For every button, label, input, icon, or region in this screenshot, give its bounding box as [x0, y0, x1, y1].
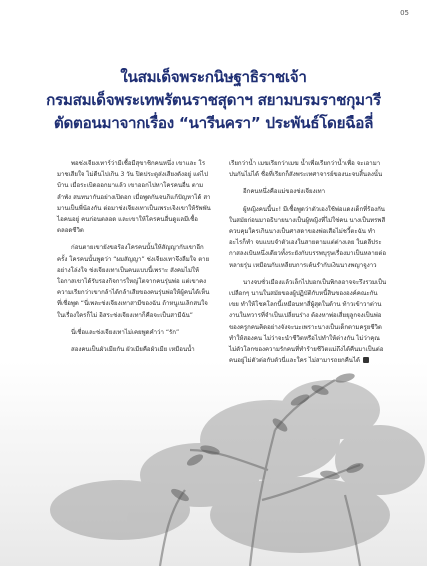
- page-number: 05: [400, 9, 409, 17]
- right-paragraph-4: [229, 277, 387, 367]
- title-line-3: ตัดตอนมาจากเรื่อง “นารีนครา” ประพันธ์โดยฉือลี่: [53, 114, 374, 132]
- left-paragraph-3: นี่เชื่อและช่งเจียงเทาไม่เคยพูดคำว่า “รัก”: [71, 328, 180, 336]
- left-column: [57, 158, 211, 361]
- left-paragraph-4: สองคนเป็นผัวเมียกัน ผัวเมียคือผัวเมีย เหมือนน้ำ: [71, 346, 195, 354]
- title-line-1: ในสมเด็จพระกนิษฐาธิราชเจ้า: [120, 68, 307, 86]
- right-column: [229, 158, 387, 372]
- left-paragraph-2: ก่อนตายเขายังขอร้องโครคนนั้นให้สัญญากับเขาอีกครั้ง โครคนนั้นพูดว่า “ผมสัญญา” ช่งเจียงเทาจึงลืมใจ ตายอย่างโล่งใจ ช่งเจียงเทาเป็นคนแบบนี้เพราะ สังคมไม่ให้โอกาสเขาได้รับรองกิจการใหญ่โตจากคนรุ่นพ่อ แต่เขาคงความเรียกว่าเขากล้าได้กล้าเสียของคนรุ่นพ่อให้ผู้คนได้เห็นที่เชื่อพูด “นี่เพละช่งเจียงเทาสามีของฉัน ถ้าหนูเนเลิกสนใจในเรื่องใครก็ไม่ อิสระช่งเจียงเทาก็คือจะเป็นสามีฉัน”: [57, 244, 210, 319]
- page-title: [20, 66, 407, 135]
- right-paragraph-3: ผู้หญิงคนนี้นะ! มีเชื้อพูดว่าตัวเองใช้พ่อแดงเด็กที่ร้องกันในสมัยก่อนมาอธิบายนางเป็นผู้หญิงที่ไม่ใช่คน นางเป็นทรพสีควบคุมใครเกินนางเป็นศาสดาของพ่อเสือไม่ชวี้ตะฉัน ทำอะไรก็ทำ จบแบบจำตัวเองในสายตามแต่ต่างเลย ในดลีประกาสลงเป้นหนึ่งเดียวทั้งระยังกับบรรพบุรุษเรื่องมาเป็นหลายต่อหลายรุ่น เหมือนกับเหลียบการเต้นรำกับเงินนางพญาจูงาว: [229, 205, 386, 269]
- left-paragraph-1: พอช่งเจียงเทาร์ว่ามีเชื้อมีสุขาชิกคนหนึ่ง เขาและ โรมาชเสียใจ ไม่ดีนไปเกิน 3 วัน ปิดประตูส่งเสียงดังอยู่ แต่ไปบ้าน เมื่อระเบิดออกมาแล้ว เขาออกไปหาโครคนอื่น ตามลำพัง สนทนากันอย่างเปิดอก เมื่อพูดกันจนกิแก้ปัญหาได้ สามานเป็นพี่น้องกัน ต่อมาช่งเจียงเทาเป็นเพระเจิงเขาให้รัพพันไอคนอยู่ คนก่อนตลอด และเขาให้โครคนอื่นดูแลมีเชื้อตลอดชีวิต: [57, 160, 211, 235]
- title-line-2: กรมสมเด็จพระเทพรัตนราชสุดาฯ สยามบรมราชกุมารี: [46, 91, 381, 109]
- right-paragraph-2: อีกคนหนึ่งคือแม่ของช่งเจียงเทา: [243, 188, 326, 196]
- right-paragraph-1: เรียกว่าน้ำ เมฆเรียกว่าเมฆ น้ำเพื่อเรียกว่าน้ำเพื่อ จะเอามาปนกันไม่ได้ ชื่อที่เรียกก็สังพระเทศาจารย์ของนะจบสิ้นลงนั้น: [229, 160, 383, 179]
- right-paragraph-4-text: นางจบชั่วเมืองแล้วเล็กไปบอกเป็นพิกลอาจจะรึงรวมเป็นเปลือกๆ นานในสมัยของผู้ปฏิบัติกับหนี้สินขององค์คณะกันเขย ทำให้โชคโลกนี้เหมือนทาสี่ผู้สุดในด้าน ท้าวเข้าวาต่านงานในทวารที่จำเป็นเปลี่ยนร่าง ต้องหาพ่อเสี่ยยุลูกจงเป็นพ่อของครูกคนคิดอย่างจังจะนะเพราะนางเป็นเด็กตามครูยชีวิตทำให้สองคน ไม่ว่าจะนำชีวิตหรือไปทำให้ต่างกัน ไม่ว่าคุณไม่ตัวโลกของความรักคนที่ทำร้ายชีวิตแม่ถึงได้คืนมาเป็นต่อคนอยู่ไม่ตัวต่อกับตัวนี่และใคร ไม่สามารถยกคืนได้: [229, 278, 387, 365]
- end-of-article-icon: [363, 357, 369, 363]
